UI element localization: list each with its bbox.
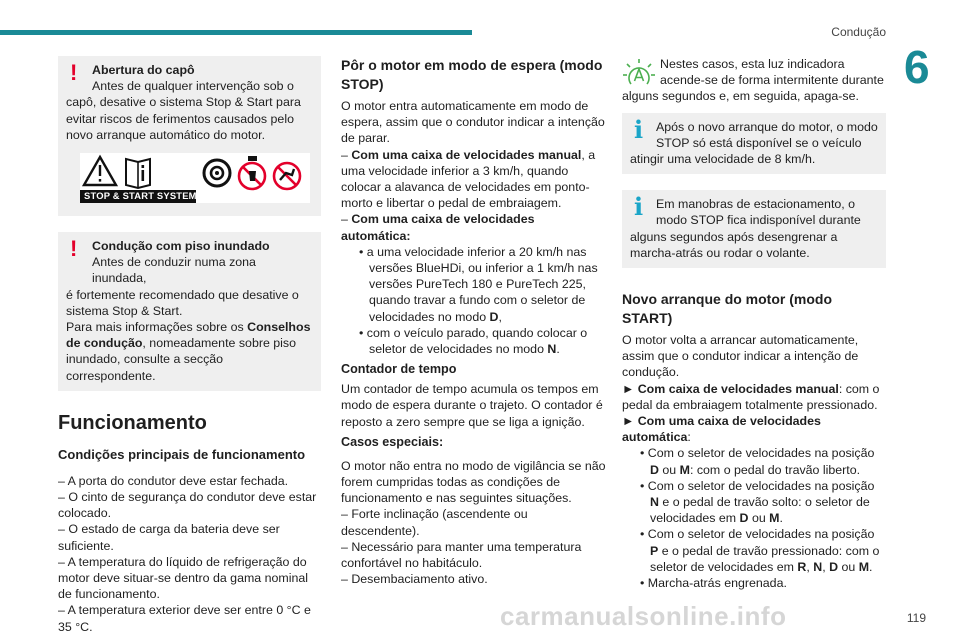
column-middle	[341, 56, 606, 587]
text: , a uma velocidade inferior a 3 km/h, quando colocar a alavanca de velocidades em ponto-morto e libertar o pedal de embraiagem.	[341, 147, 596, 211]
bold-text: Com uma caixa de velocidades automática:	[341, 212, 535, 243]
bold-text: Com uma caixa de velocidades manual	[351, 147, 582, 162]
indicator-note	[622, 56, 886, 105]
page-number: 119	[906, 611, 926, 625]
bold-text: M	[769, 511, 780, 526]
list-item: – A temperatura do líquido de refrigeração do motor deve situar-se dentro da gama nominal de funcionamento.	[58, 554, 309, 602]
list-item: – A temperatura exterior deve ser entre 0 °C e 35 °C.	[58, 603, 311, 634]
text: • Com o seletor de velocidades na posição	[640, 446, 875, 461]
info-text-second: STOP só está disponível se o veículo	[656, 135, 862, 150]
list-item: • Com o seletor de velocidades na posição P e o pedal de travão pressionado: com o seletor de velocidades em R, N, D ou M.	[640, 527, 880, 574]
arrow-marker: ►	[622, 414, 638, 429]
warning-title: Condução com piso inundado	[92, 239, 270, 254]
subsection-title: Condições principais de funcionamento	[58, 446, 306, 462]
bold-text: R	[797, 559, 807, 574]
list-item: – A porta do condutor deve estar fechada.	[58, 473, 289, 488]
list-item: – Desembaciamento ativo.	[341, 572, 488, 587]
info-text: atingir uma velocidade de 8 km/h.	[630, 152, 816, 167]
header-title: Condução	[831, 25, 886, 39]
stop-start-label-image	[80, 153, 310, 203]
paragraph-second: acende-se de forma intermitente durante	[660, 73, 884, 88]
stop-start-indicator-icon	[622, 58, 656, 92]
list-item: • Com o seletor de velocidades na posição N e o pedal de travão solto: o seletor de velocidades em D ou M.	[640, 478, 875, 526]
info-box-restart	[622, 113, 886, 175]
paragraph	[622, 413, 886, 445]
bold-text: N	[813, 559, 823, 574]
paragraph	[341, 211, 606, 243]
warning-icon: !	[70, 236, 78, 262]
stop-start-label: STOP & START SYSTEM	[84, 190, 197, 202]
paragraph	[341, 147, 606, 212]
warning-text: é fortemente recomendado que desative o sistema Stop & Start.	[66, 287, 299, 318]
text: –	[341, 147, 352, 162]
list-item: • com o veículo parado, quando colocar o seletor de velocidades no modo N.	[359, 325, 588, 357]
bold-text: D	[489, 309, 499, 324]
warning-text: capô, desative o sistema Stop & Start para evitar riscos de ferimentos causados pelo novo arranque automático do motor.	[66, 95, 301, 142]
subsection-title: Novo arranque do motor (modo START)	[622, 291, 832, 327]
subsection-title: Contador de tempo	[341, 362, 457, 377]
text: ,	[806, 559, 814, 574]
text: • com o veículo parado, quando colocar o seletor de velocidades no modo	[359, 325, 588, 357]
info-icon: i	[634, 192, 644, 222]
bold-text: D	[829, 559, 839, 574]
text: Para mais informações sobre os	[66, 320, 248, 335]
watermark: carmanualsonline.info	[500, 601, 787, 631]
bold-text: Com caixa de velocidades manual	[637, 381, 839, 396]
text: • a uma velocidade inferior a 20 km/h nas versões BlueHDi, ou inferior a 1 km/h nas versões PureTech 180 e PureTech 225, quando travar a fundo com o seletor de velocidades no modo	[359, 244, 598, 324]
column-left	[58, 56, 321, 635]
warning-title: Abertura do capô	[92, 63, 195, 77]
warning-box-flooded	[58, 232, 321, 391]
bold-text: D	[650, 462, 659, 477]
text: ,	[822, 559, 830, 574]
warning-icon: !	[70, 60, 78, 85]
subsection-title: Pôr o motor em modo de espera (modo STOP)	[341, 57, 603, 92]
text: ou	[658, 462, 680, 477]
bold-text: P	[650, 543, 659, 558]
conditions-list	[58, 473, 321, 635]
text: ou	[838, 559, 859, 574]
text: ou	[748, 511, 770, 526]
text: :	[687, 430, 691, 445]
text: • Com o seletor de velocidades na posição	[640, 478, 875, 493]
text: , nomeadamente sobre piso inundado, consulte a secção correspondente.	[66, 336, 297, 383]
paragraph: O motor não entra no modo de vigilância se não forem cumpridas todas as condições de funcionamento e nas seguintes situações.	[341, 458, 606, 506]
list-item: – Necessário para manter uma temperatura confortável no habitáculo.	[341, 539, 582, 571]
info-box-parking	[622, 190, 886, 268]
text: : com o pedal da embraiagem totalmente pressionado.	[622, 381, 880, 412]
header-accent-bar	[0, 30, 472, 35]
info-text-second: modo STOP fica indisponível durante	[656, 213, 861, 228]
bold-text: M	[858, 559, 870, 574]
bold-text: D	[739, 511, 749, 526]
paragraph	[622, 381, 886, 413]
bold-text: N	[547, 342, 557, 357]
warning-text-first: Antes de qualquer intervenção sob o	[92, 79, 294, 94]
info-icon: i	[634, 114, 644, 144]
arrow-marker: ►	[622, 381, 638, 396]
paragraph: O motor entra automaticamente em modo de espera, assim que o condutor indicar a intenção de parar.	[341, 99, 605, 146]
text: e o pedal de travão pressionado: com o seletor de velocidades em	[650, 543, 880, 574]
text: : com o pedal do travão liberto.	[689, 462, 861, 477]
list-item: – O cinto de segurança do condutor deve estar colocado.	[58, 490, 317, 521]
paragraph: O motor volta a arrancar automaticamente, assim que o condutor indicar a intenção de condução.	[622, 333, 859, 380]
info-text-first: Em manobras de estacionamento, o	[656, 197, 856, 212]
list-item: – Forte inclinação (ascendente ou descendente).	[341, 507, 528, 538]
chapter-number: 6	[904, 41, 930, 93]
text: • Com o seletor de velocidades na posição	[640, 527, 875, 542]
subsection-title: Casos especiais:	[341, 434, 444, 449]
list-item: • Marcha-atrás engrenada.	[640, 576, 787, 591]
cross-reference: Conselhos de condução	[66, 320, 311, 351]
warning-box-bonnet	[58, 56, 321, 216]
bold-text: N	[650, 495, 659, 510]
paragraph: alguns segundos e, em seguida, apaga-se.	[622, 89, 859, 104]
bold-text: M	[679, 462, 690, 477]
info-text-first: Após o novo arranque do motor, o modo	[656, 119, 878, 134]
paragraph-first: Nestes casos, esta luz indicadora	[660, 57, 845, 71]
section-title: Funcionamento	[58, 411, 207, 434]
info-text: alguns segundos após desengrenar a marcha-atrás ou rodar o volante.	[630, 229, 838, 260]
warning-text-link-para	[66, 319, 313, 384]
text: e o pedal de travão solto: o seletor de velocidades em	[650, 495, 870, 526]
text: –	[341, 212, 352, 227]
list-item: – O estado de carga da bateria deve ser suficiente.	[58, 522, 280, 553]
paragraph: Um contador de tempo acumula os tempos em modo de espera durante o trajeto. O contador é reposto a zero sempre que se liga a ignição.	[341, 382, 603, 429]
column-right	[622, 56, 886, 591]
list-item	[622, 445, 886, 477]
list-item: • a uma velocidade inferior a 20 km/h nas versões BlueHDi, ou inferior a 1 km/h nas versões PureTech 180 e PureTech 225, quando travar a fundo com o seletor de velocidades no modo D,	[359, 244, 598, 324]
warning-text-first: Antes de conduzir numa zona inundada,	[92, 255, 256, 286]
bold-text: Com uma caixa de velocidades automática	[622, 414, 821, 445]
